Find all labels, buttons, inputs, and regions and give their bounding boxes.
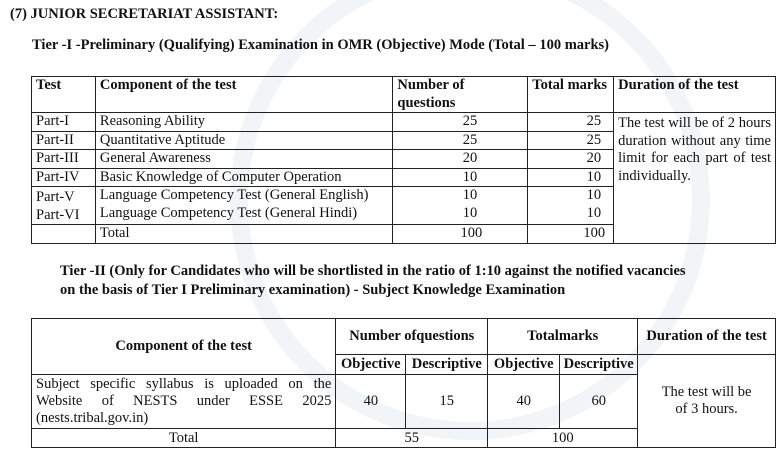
cell-test: Part-V bbox=[36, 189, 75, 205]
header-test: Test bbox=[32, 77, 96, 113]
cell-questions: 10 bbox=[462, 187, 478, 203]
table-header-row bbox=[32, 319, 776, 355]
header-duration: Duration of the test bbox=[614, 77, 776, 113]
cell-total-questions: 100 bbox=[393, 225, 528, 244]
cell-marks: 25 bbox=[528, 131, 614, 150]
cell-questions: 20 bbox=[393, 150, 528, 169]
header-questions: Number of questions bbox=[393, 77, 528, 113]
cell-test: Part-IV bbox=[32, 168, 96, 187]
header-q-descriptive: Descriptive bbox=[406, 355, 488, 375]
cell-total-marks: 100 bbox=[528, 225, 614, 244]
cell-component: Language Competency Test (General English) bbox=[99, 187, 369, 203]
cell-empty bbox=[32, 225, 96, 244]
cell-q-descriptive: 15 bbox=[406, 375, 488, 429]
cell-component: Basic Knowledge of Computer Operation bbox=[95, 168, 392, 187]
cell-component: Subject specific syllabus is uploaded on the Website of NESTS under ESSE 2025 (nests.tribal.gov.in) bbox=[32, 375, 336, 429]
cell-questions: 25 bbox=[393, 131, 528, 150]
header-questions: Number ofquestions bbox=[336, 319, 488, 355]
cell-q-objective: 40 bbox=[336, 375, 406, 429]
cell-duration: The test will be of 3 hours. bbox=[638, 355, 776, 448]
cell-test: Part-VI bbox=[36, 206, 80, 223]
cell-questions: 10 bbox=[462, 204, 478, 221]
tier2-title-line1: Tier -II (Only for Candidates who will be shortlisted in the ratio of 1:10 against the notified vacancies bbox=[60, 263, 686, 279]
cell-m-objective: 40 bbox=[488, 375, 560, 429]
tier2-table bbox=[31, 318, 776, 448]
cell-questions: 10 bbox=[393, 168, 528, 187]
header-duration: Duration of the test bbox=[638, 319, 776, 355]
cell-total-marks: 100 bbox=[488, 429, 638, 448]
header-component: Component of the test bbox=[32, 319, 336, 375]
cell-component: General Awareness bbox=[95, 150, 392, 169]
header-m-descriptive: Descriptive bbox=[560, 355, 638, 375]
section-heading: (7) JUNIOR SECRETARIAT ASSISTANT: bbox=[10, 6, 279, 22]
tier1-table bbox=[31, 76, 776, 244]
cell-component: Quantitative Aptitude bbox=[95, 131, 392, 150]
tier1-title: Tier -I -Preliminary (Qualifying) Examination in OMR (Objective) Mode (Total – 100 marks) bbox=[32, 37, 610, 53]
header-marks: Totalmarks bbox=[488, 319, 638, 355]
cell-component: Language Competency Test (General Hindi) bbox=[99, 204, 358, 221]
cell-duration: The test will be of 2 hours duration without any time limit for each part of test individually. bbox=[614, 113, 776, 244]
cell-component: Reasoning Ability bbox=[95, 113, 392, 132]
cell-marks: 25 bbox=[528, 113, 614, 132]
cell-marks: 10 bbox=[586, 204, 602, 221]
header-q-objective: Objective bbox=[336, 355, 406, 375]
cell-test: Part-I bbox=[32, 113, 96, 132]
cell-total-label: Total bbox=[32, 429, 336, 448]
cell-test: Part-III bbox=[32, 150, 96, 169]
header-component: Component of the test bbox=[95, 77, 392, 113]
cell-total-label: Total bbox=[95, 225, 392, 244]
tier2-title-line2: on the basis of Tier I Preliminary examination) - Subject Knowledge Examination bbox=[60, 282, 566, 298]
header-marks: Total marks bbox=[528, 77, 614, 113]
cell-m-descriptive: 60 bbox=[560, 375, 638, 429]
table-header-row bbox=[32, 77, 776, 113]
table-row bbox=[32, 113, 776, 132]
header-m-objective: Objective bbox=[488, 355, 560, 375]
cell-test: Part-II bbox=[32, 131, 96, 150]
cell-marks: 20 bbox=[528, 150, 614, 169]
cell-total-questions: 55 bbox=[336, 429, 488, 448]
cell-questions: 25 bbox=[393, 113, 528, 132]
cell-marks: 10 bbox=[528, 168, 614, 187]
cell-marks: 10 bbox=[586, 187, 602, 203]
